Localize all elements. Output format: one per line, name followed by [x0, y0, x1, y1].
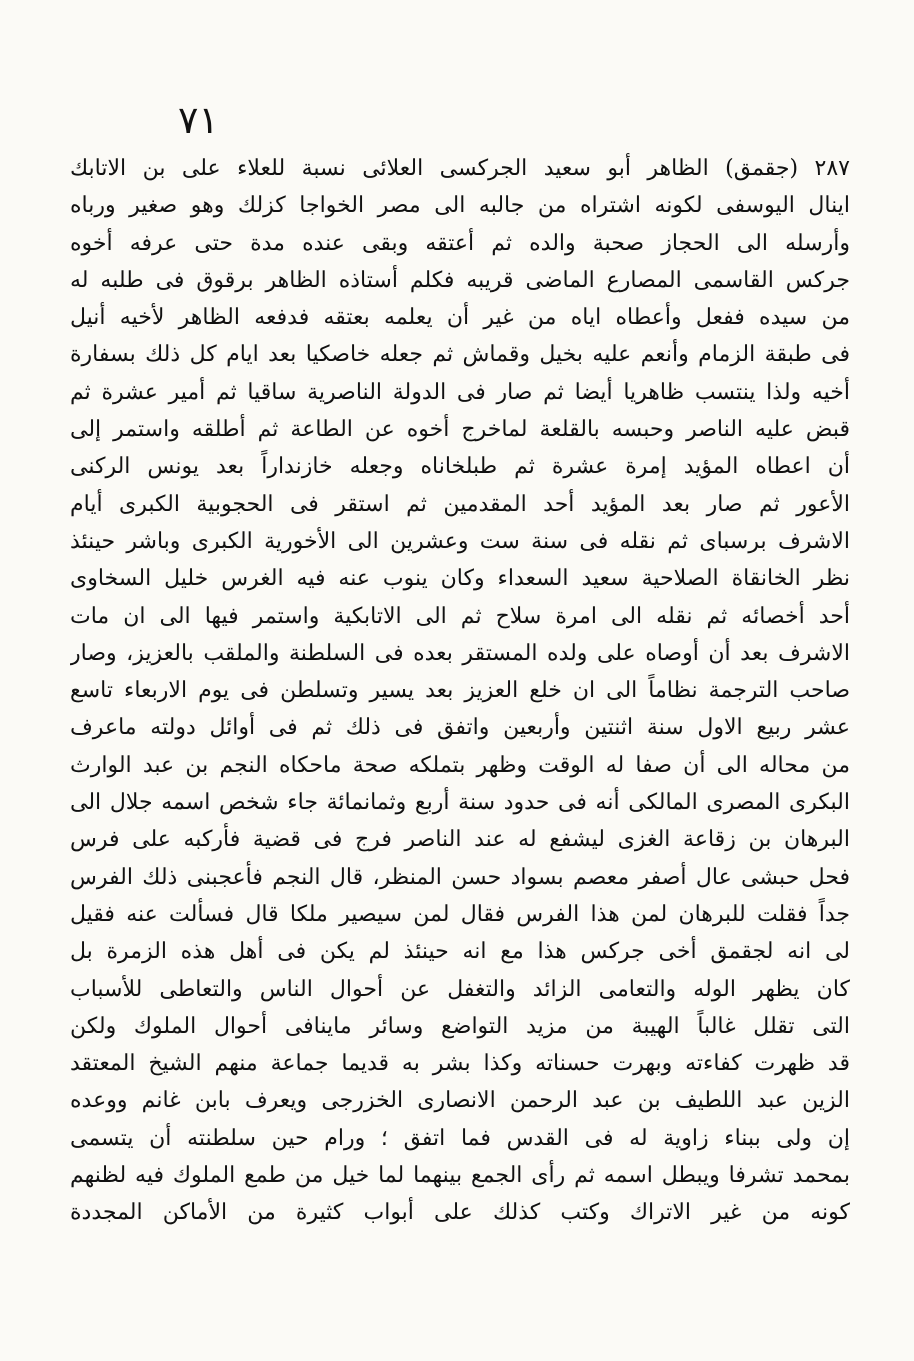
text-line: قد ظهرت كفاءته وبهرت حسناته وكذا بشر به قديما جماعة منهم الشيخ المعتقد: [70, 1051, 850, 1077]
text-line: كان يظهر الوله والتعامى الزائد والتغفل عن أحوال الناس والتعاطى للأسباب: [70, 976, 850, 1002]
text-line: الاشرف بعد أن أوصاه على ولده المستقر بعده فى السلطنة والملقب بالعزيز، وصار: [70, 640, 850, 666]
text-line: جداً فقلت للبرهان لمن هذا الفرس فقال لمن سيصير ملكا قال فسألت عنه فقيل: [70, 901, 850, 927]
page-number: ٧١: [178, 98, 219, 142]
text-line: إن ولى ببناء زاوية له فى القدس فما اتفق ؛ ورام حين سلطنته أن يتسمى: [70, 1125, 850, 1151]
text-line: التى تقلل غالباً الهيبة من مزيد التواضع وسائر ماينافى أحوال الملوك ولكن: [70, 1013, 850, 1039]
text-line: جركس القاسمى المصارع الماضى قريبه فكلم أستاذه الظاهر برقوق فى طلبه له: [70, 267, 850, 293]
text-line: بمحمد تشرفا ويبطل اسمه ثم رأى الجمع بينهما لما خيل من طمع الملوك فيه لظنهم: [70, 1163, 850, 1189]
text-line: من محاله الى أن صفا له الوقت وظهر بتملكه صحة ماحكاه النجم بن عبد الوارث: [70, 752, 850, 778]
text-line: قبض عليه الناصر وحبسه بالقلعة لماخرج أخوه عن الطاعة ثم أطلقه واستمر إلى: [70, 417, 850, 443]
text-line: وأرسله الى الحجاز صحبة والده ثم أعتقه وبقى عنده مدة حتى عرفه أخوه: [70, 230, 850, 256]
text-line: البرهان بن زقاعة الغزى ليشفع له عند الناصر فرج فى قضية فأركبه على فرس: [70, 827, 850, 853]
text-line: لى انه لجقمق أخى جركس هذا مع انه حينئذ لم يكن فى أهل هذه الزمرة بل: [70, 939, 850, 965]
text-line: فى طبقة الزمام وأنعم عليه بخيل وقماش ثم جعله خاصكيا بعد ايام كل ذلك بسفارة: [70, 342, 850, 368]
text-line: الاشرف برسباى ثم نقله فى سنة ست وعشرين الى الأخورية الكبرى وباشر حينئذ: [70, 528, 850, 554]
text-line: كونه من غير الاتراك وكتب كذلك على أبواب كثيرة من الأماكن المجددة: [70, 1200, 850, 1226]
body-text: [70, 150, 850, 1232]
text-line: عشر ربيع الاول سنة اثنتين وأربعين واتفق فى ذلك ثم فى أوائل دولته ماعرف: [70, 715, 850, 741]
text-line: البكرى المصرى المالكى أنه فى حدود سنة أربع وثمانمائة جاء شخص اسمه جلال الى: [70, 790, 850, 816]
text-line: صاحب الترجمة نظاماً الى ان خلع العزيز بعد يسير وتسلطن فى يوم الاربعاء تاسع: [70, 678, 850, 704]
text-line: من سيده ففعل وأعطاه اياه من غير أن يعلمه بعتقه فدفعه الظاهر لأخيه أنيل: [70, 305, 850, 331]
text-line: فحل حبشى عال أصفر معصم بسواد حسن المنظر، قال النجم فأعجبنى ذلك الفرس: [70, 864, 850, 890]
text-line: أحد أخصائه ثم نقله الى امرة سلاح ثم الى الاتابكية واستمر فيها الى ان مات: [70, 603, 850, 629]
text-line: الزين عبد اللطيف بن عبد الرحمن الانصارى الخزرجى ويعرف بابن غانم ووعده: [70, 1088, 850, 1114]
text-line: اينال اليوسفى لكونه اشتراه من جالبه الى مصر الخواجا كزلك وهو صغير ورباه: [70, 193, 850, 219]
text-line: أخيه ولذا ينتسب ظاهريا أيضا ثم صار فى الدولة الناصرية ساقيا ثم أمير عشرة ثم: [70, 379, 850, 405]
text-line: الأعور ثم صار بعد المؤيد أحد المقدمين ثم استقر فى الحجوبية الكبرى أيام: [70, 491, 850, 517]
text-line: ٢٨٧ (جقمق) الظاهر أبو سعيد الجركسى العلائى نسبة للعلاء على بن الاتابك: [70, 156, 850, 181]
text-line: أن اعطاه المؤيد إمرة عشرة ثم طبلخاناه وجعله خازنداراً بعد يونس الركنى: [70, 454, 850, 480]
text-line: نظر الخانقاة الصلاحية سعيد السعداء وكان ينوب عنه فيه الغرس خليل السخاوى: [70, 566, 850, 592]
